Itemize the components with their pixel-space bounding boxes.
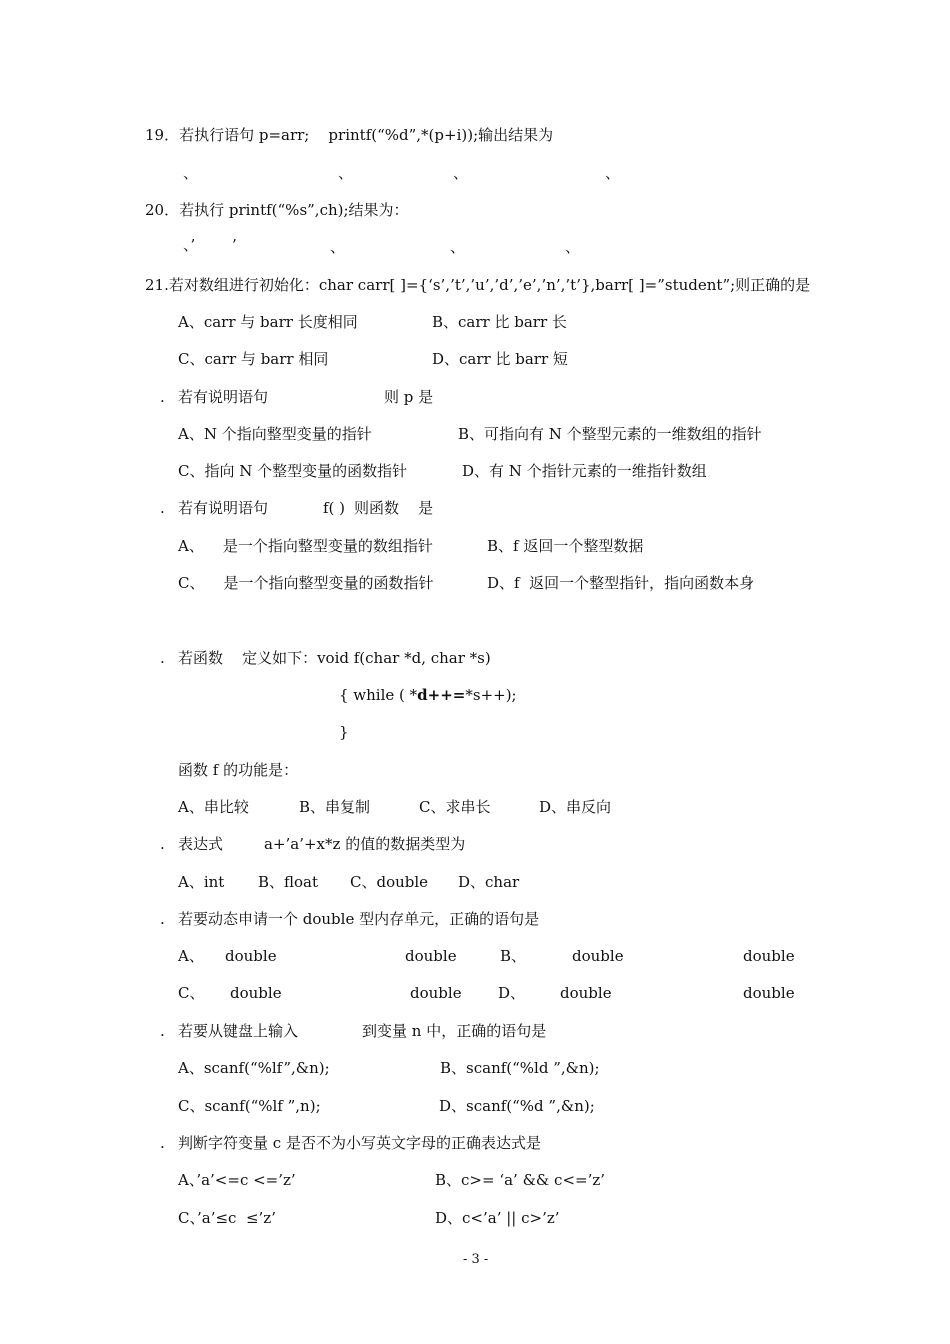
q28-option-b: B、c>= ‘a’ && c<=’z’ [435, 1171, 606, 1189]
q21-option-c: C、carr 与 barr 相同 [178, 350, 329, 368]
q26-option-c-part2: double [410, 984, 462, 1002]
q19-option-4: 、 [605, 164, 621, 182]
question-27-stem: 若要从键盘上输入 [178, 1022, 299, 1040]
q28-option-d: D、c<’a’ || c>’z’ [435, 1209, 560, 1227]
q25-option-c: C、double [350, 873, 429, 891]
q24-code-close: } [339, 723, 349, 741]
q26-option-a-label: A、 [178, 947, 204, 965]
q22-option-d: D、有 N 个指针元素的一维指针数组 [462, 462, 707, 480]
q23-option-c: C、 是一个指向整型变量的函数指针 [178, 574, 434, 592]
question-21-stem: 21.若对数组进行初始化：char carr[ ]={‘s’,’t’,’u’,’d’,’e’,’n’,’t’},barr[ ]=”student”;则正确的是 [145, 276, 811, 294]
question-22-stem: 若有说明语句 [178, 388, 269, 406]
q25-option-a: A、int [178, 873, 225, 891]
q19-option-2: 、 [338, 164, 354, 182]
question-26-stem: 若要动态申请一个 double 型内存单元，正确的语句是 [178, 910, 540, 928]
page-number: - 3 - [463, 1252, 489, 1267]
question-20-stem: 20．若执行 printf(“%s”,ch);结果为： [145, 201, 409, 219]
q24-code-rest: *s++); [465, 686, 517, 704]
question-22-stem-tail: 则 p 是 [384, 388, 434, 406]
q23-option-a: A、 是一个指向整型变量的数组指针 [178, 537, 433, 555]
q20-option-3: 、 [330, 238, 346, 256]
q22-option-c: C、指向 N 个整型变量的函数指针 [178, 462, 408, 480]
q26-option-a-part1: double [225, 947, 277, 965]
q22-option-b: B、可指向有 N 个整型元素的一维数组的指针 [458, 425, 762, 443]
q20-option-4: 、 [450, 238, 466, 256]
q22-number-dot: . [160, 388, 165, 406]
q23-number-dot: . [160, 499, 165, 517]
q26-option-d-part1: double [560, 984, 612, 1002]
question-24-stem: 若函数 定义如下：void f(char *d, char *s) [178, 649, 491, 667]
q24-option-d: D、串反向 [539, 798, 612, 816]
q20-option-2: ’ [232, 236, 237, 254]
q28-option-c: C、’a’≤c ≤’z’ [178, 1209, 276, 1227]
question-25-stem: 表达式 [178, 835, 224, 853]
q19-option-1: 、 [183, 164, 199, 182]
question-23-stem-mid: f( ) [323, 499, 346, 517]
q23-option-b: B、f 返回一个整型数据 [487, 537, 644, 555]
q21-option-b: B、carr 比 barr 长 [432, 313, 567, 331]
q26-option-b-part1: double [572, 947, 624, 965]
question-19-stem: 19．若执行语句 p=arr; printf(“%d”,*(p+i));输出结果为 [145, 126, 554, 144]
q22-option-a: A、N 个指向整型变量的指针 [178, 425, 372, 443]
q20-option-1: 、’ [183, 236, 196, 254]
q27-option-b: B、scanf(“%ld ”,&n); [440, 1059, 600, 1077]
q24-option-b: B、串复制 [299, 798, 371, 816]
q26-option-d-part2: double [743, 984, 795, 1002]
q27-option-c: C、scanf(“%lf ”,n); [178, 1097, 321, 1115]
q25-option-b: B、float [258, 873, 319, 891]
q27-option-d: D、scanf(“%d ”,&n); [439, 1097, 595, 1115]
q28-number-dot: . [160, 1134, 165, 1152]
q27-number-dot: . [160, 1022, 165, 1040]
q27-option-a: A、scanf(“%lf”,&n); [178, 1059, 330, 1077]
q26-option-a-part2: double [405, 947, 457, 965]
q24-prompt: 函数 f 的功能是： [178, 761, 299, 779]
q26-option-d-label: D、 [498, 984, 526, 1002]
question-27-stem-tail: 到变量 n 中，正确的语句是 [362, 1022, 547, 1040]
question-28-stem: 判断字符变量 c 是否不为小写英文字母的正确表达式是 [178, 1134, 541, 1152]
q20-option-5: 、 [565, 238, 581, 256]
q26-option-c-label: C、 [178, 984, 205, 1002]
q24-code-line [339, 685, 517, 705]
q26-option-b-part2: double [743, 947, 795, 965]
q25-option-d: D、char [458, 873, 520, 891]
q26-option-b-label: B、 [500, 947, 527, 965]
q26-option-c-part1: double [230, 984, 282, 1002]
q28-option-a: A、’a’<=c <=’z’ [178, 1171, 296, 1189]
q26-number-dot: . [160, 910, 165, 928]
q19-option-3: 、 [453, 164, 469, 182]
question-25-stem-tail: a+’a’+x*z 的值的数据类型为 [264, 835, 466, 853]
q21-option-a: A、carr 与 barr 长度相同 [178, 313, 358, 331]
q25-number-dot: . [160, 835, 165, 853]
q24-option-c: C、求串长 [419, 798, 491, 816]
q24-code-open: { while ( * [339, 686, 418, 704]
q24-code-bold: d++= [417, 686, 466, 704]
q24-option-a: A、串比较 [178, 798, 249, 816]
q24-number-dot: . [160, 649, 165, 667]
question-23-stem: 若有说明语句 [178, 499, 269, 517]
q21-option-d: D、carr 比 barr 短 [432, 350, 568, 368]
q23-option-d: D、f 返回一个整型指针，指向函数本身 [487, 574, 755, 592]
question-23-stem-tail: 则函数 是 [354, 499, 434, 517]
